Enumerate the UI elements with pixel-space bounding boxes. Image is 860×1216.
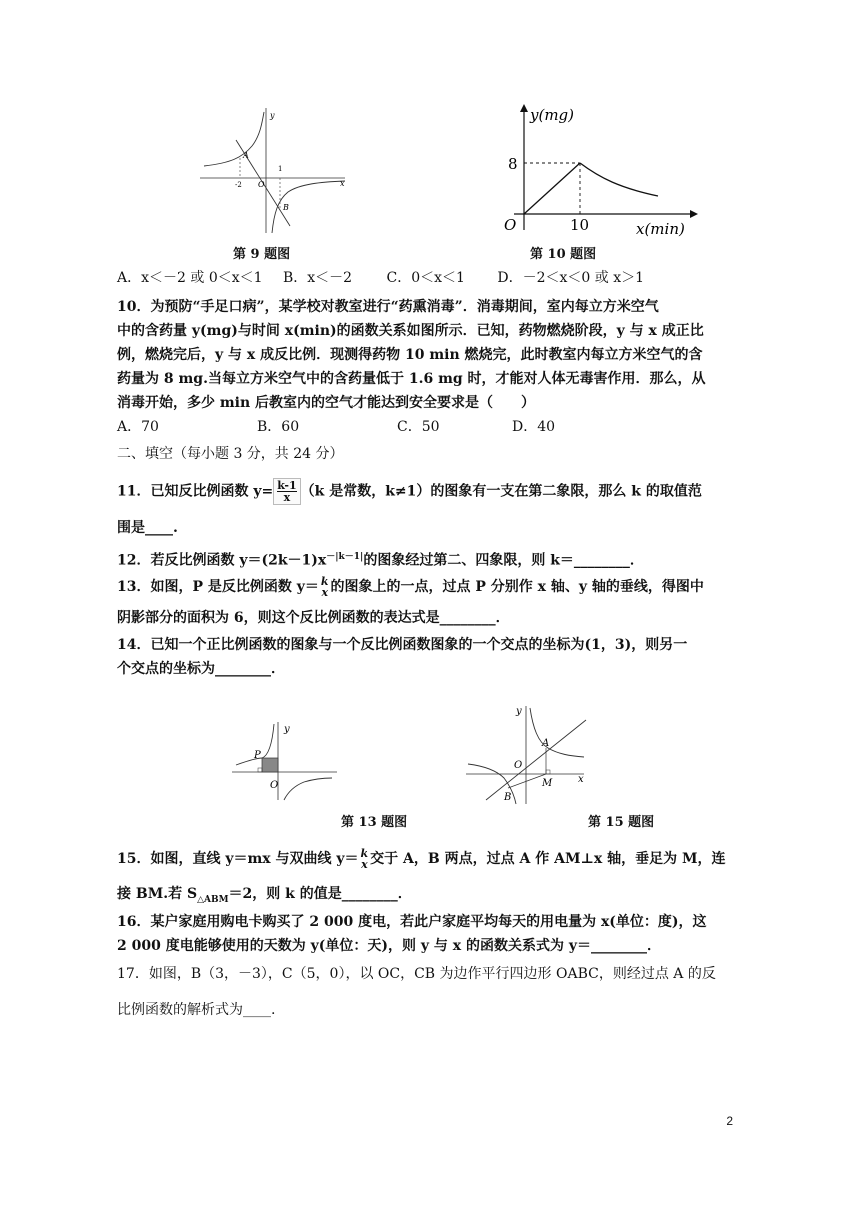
- q11-suffix: （k 是常数，k≠1）的图象有一支在第二象限，那么 k 的取值范: [300, 483, 702, 500]
- fig9-label-one: 1: [278, 165, 283, 173]
- q13-fraction: [319, 576, 331, 598]
- q9-option-b: B．x＜－2: [282, 270, 353, 286]
- fig15-label-x: x: [578, 774, 584, 785]
- q11-fraction: [273, 478, 300, 505]
- figure-10-graph: [490, 100, 700, 240]
- figure-10-caption: 第 10 题图: [530, 247, 597, 262]
- q11-denominator: x: [283, 491, 291, 504]
- q16-line-2: 2 000 度电能够使用的天数为 y(单位：天)，则 y 与 x 的函数关系式为 y＝________．: [117, 938, 661, 954]
- q9-option-d: D．－2＜x＜0 或 x＞1: [497, 270, 645, 286]
- figure-13-graph: [232, 720, 342, 800]
- page-number: 2: [726, 1114, 733, 1128]
- q15-numerator: k: [360, 847, 369, 860]
- q17-line-2: 比例函数的解析式为____.: [117, 1002, 276, 1018]
- fig10-label-x: x(min): [636, 220, 685, 238]
- q12-prefix: 12．若反比例函数 y＝(2k－1)x: [117, 552, 327, 569]
- fig13-label-y: y: [284, 724, 290, 735]
- fig13-label-p: P: [254, 750, 261, 761]
- q11-prefix: 11．已知反比例函数 y=: [117, 483, 274, 500]
- figure-9-caption: 第 9 题图: [233, 247, 291, 262]
- section-2-heading: 二、填空（每小题 3 分，共 24 分）: [117, 446, 344, 462]
- q15-fraction: [359, 848, 371, 870]
- q11-line-2: 围是____.: [117, 520, 178, 536]
- q15-subscript: △ABM: [197, 894, 229, 905]
- q14-line-1: 14．已知一个正比例函数的图象与一个反比例函数图象的一个交点的坐标为(1，3)，则另一: [117, 637, 688, 653]
- q15-line2-suffix: ＝2，则 k 的值是________．: [228, 886, 412, 902]
- fig9-label-b: B: [283, 203, 289, 212]
- q10-line-5: 消毒开始，多少 min 后教室内的空气才能达到安全要求是（ ）: [117, 395, 536, 411]
- fig9-label-o: O: [258, 180, 265, 189]
- fig10-label-ten: 10: [570, 216, 590, 234]
- fig15-label-o: O: [514, 760, 523, 771]
- figure-9-graph: [200, 108, 350, 233]
- q13-suffix: 的图象上的一点，过点 P 分别作 x 轴、y 轴的垂线，得图中: [330, 579, 704, 595]
- fig15-label-b: B: [504, 792, 512, 803]
- fig9-label-a: A: [243, 151, 249, 160]
- fig15-label-m: M: [542, 778, 553, 789]
- q12-line: [117, 547, 644, 571]
- q14-line-2: 个交点的坐标为________．: [117, 661, 285, 677]
- q15-line-2: [117, 884, 412, 910]
- fig10-label-y: y(mg): [530, 106, 575, 124]
- fig9-label-y: y: [270, 111, 275, 120]
- q11-line-1: [117, 478, 702, 505]
- figure-15-caption: 第 15 题图: [588, 815, 655, 830]
- q13-prefix: 13．如图，P 是反比例函数 y＝: [117, 579, 319, 595]
- q15-suffix: 交于 A，B 两点，过点 A 作 AM⊥x 轴，垂足为 M，连: [370, 851, 726, 867]
- q12-exponent: －|k－1|: [326, 552, 364, 562]
- fig10-label-o: O: [504, 216, 517, 234]
- q10-option-a: A．70: [117, 419, 159, 435]
- q17-line-1: 17．如图，B（3，－3），C（5，0），以 OC，CB 为边作平行四边形 OABC，则经过点 A 的反: [117, 966, 716, 982]
- q13-line-2: 阴影部分的面积为 6，则这个反比例函数的表达式是________．: [117, 610, 510, 626]
- q10-option-d: D．40: [512, 419, 556, 435]
- fig10-label-eight: 8: [508, 155, 518, 173]
- q15-denominator: x: [361, 858, 368, 871]
- q10-line-3: 例，燃烧完后，y 与 x 成反比例．现测得药物 10 min 燃烧完，此时教室内每立方米空气的含: [117, 347, 703, 363]
- q13-line-1: [117, 576, 704, 598]
- fig15-label-a: A: [542, 738, 550, 749]
- q15-line-1: [117, 848, 726, 870]
- q10-option-c: C．50: [397, 419, 440, 435]
- q10-options: [117, 417, 555, 437]
- q9-option-a: A．x＜－2 或 0＜x＜1: [117, 270, 263, 286]
- q13-numerator: k: [320, 575, 329, 588]
- q15-line2-prefix: 接 BM.若 S: [117, 886, 198, 902]
- q12-suffix: 的图象经过第二、四象限，则 k＝________．: [363, 552, 644, 569]
- fig9-label-x: x: [340, 179, 345, 188]
- figure-13-caption: 第 13 题图: [341, 815, 408, 830]
- q9-options: [117, 268, 644, 288]
- fig13-label-o: O: [270, 780, 279, 791]
- q13-denominator: x: [321, 586, 328, 599]
- q9-option-c: C．0＜x＜1: [386, 270, 465, 286]
- q15-prefix: 15．如图，直线 y＝mx 与双曲线 y＝: [117, 851, 359, 867]
- q10-line-4: 药量为 8 mg.当每立方米空气中的含药量低于 1.6 mg 时，才能对人体无毒害作用．那么，从: [117, 371, 706, 387]
- q16-line-1: 16．某户家庭用购电卡购买了 2 000 度电，若此户家庭平均每天的用电量为 x(单位：度)，这: [117, 914, 707, 930]
- fig15-label-y: y: [516, 706, 522, 717]
- fig9-label-neg2: -2: [235, 181, 242, 189]
- q10-option-b: B．60: [257, 419, 300, 435]
- figure-15-graph: [466, 704, 596, 804]
- q11-numerator: k-1: [277, 479, 297, 492]
- q10-line-1: 10．为预防“手足口病”，某学校对教室进行“药熏消毒”．消毒期间，室内每立方米空气: [117, 299, 659, 315]
- q10-line-2: 中的含药量 y(mg)与时间 x(min)的函数关系如图所示．已知，药物燃烧阶段，y 与 x 成正比: [117, 323, 704, 339]
